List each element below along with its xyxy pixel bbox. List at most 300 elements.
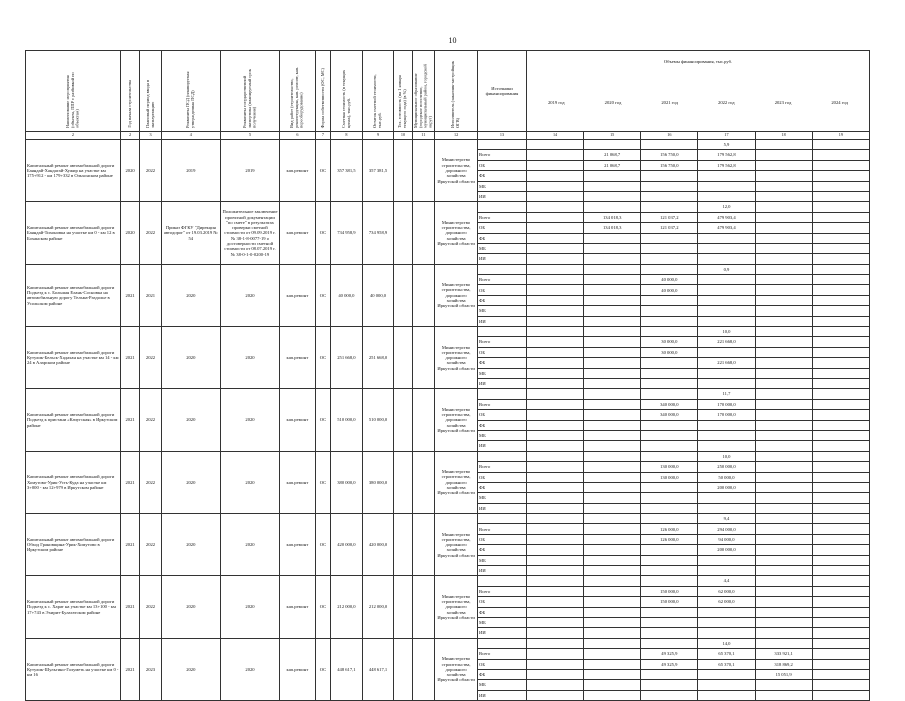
amount-cell <box>526 316 583 326</box>
header-c8: Форма собственности (ОС, МС) <box>315 51 330 132</box>
amount-cell <box>526 306 583 316</box>
amount-cell <box>641 690 698 700</box>
amount-cell <box>812 399 869 409</box>
object-tech-row <box>26 389 870 399</box>
amount-cell <box>526 607 583 617</box>
amount-cell <box>641 669 698 679</box>
amount-cell: 134 018,3 <box>584 223 641 233</box>
header-c13: Исполнитель (заказчик-застройщик ОГВ) <box>435 51 478 132</box>
amount-cell <box>526 420 583 430</box>
amount-cell: 126 000,0 <box>641 524 698 534</box>
amount-cell <box>526 555 583 565</box>
amount-cell <box>526 482 583 492</box>
tech-readiness-value <box>584 514 641 524</box>
header-c5: Реквизиты ПСД (планируемая утвержденная ПСД) <box>161 51 220 132</box>
amount-cell <box>755 181 812 191</box>
tech-readiness-value <box>755 451 812 461</box>
object-tech-row <box>26 451 870 461</box>
amount-cell: 250 000,0 <box>698 462 755 472</box>
source-label: ФБ <box>478 607 527 617</box>
amount-cell <box>812 462 869 472</box>
amount-cell <box>584 524 641 534</box>
ownership-form: ОС <box>315 140 330 202</box>
amount-cell <box>812 306 869 316</box>
object-tech-row <box>26 202 870 212</box>
amount-cell <box>812 378 869 388</box>
amount-cell <box>584 482 641 492</box>
amount-cell <box>641 493 698 503</box>
municipality <box>412 264 434 326</box>
amount-cell <box>526 150 583 160</box>
source-label: МБ <box>478 680 527 690</box>
amount-cell <box>812 223 869 233</box>
amount-cell <box>698 243 755 253</box>
amount-cell <box>698 680 755 690</box>
amount-cell <box>641 503 698 513</box>
amount-cell <box>584 285 641 295</box>
start-year: 2021 <box>120 389 139 451</box>
amount-cell <box>698 566 755 576</box>
source-label: ИИ <box>478 254 527 264</box>
amount-cell <box>584 171 641 181</box>
amount-cell: 170 000,0 <box>698 410 755 420</box>
amount-cell <box>812 586 869 596</box>
column-number: 6 <box>280 132 316 140</box>
source-label: ОБ <box>478 285 527 295</box>
tech-readiness-value: 14,0 <box>698 638 755 648</box>
header-c3: Год начала строительства <box>120 51 139 132</box>
commission-period: 2022 <box>140 576 161 638</box>
executor: Министерство строительства, дорожного хозяйства Иркутской области <box>435 514 478 576</box>
source-label: ОБ <box>478 410 527 420</box>
amount-cell <box>584 472 641 482</box>
amount-cell <box>698 628 755 638</box>
source-label: ФБ <box>478 482 527 492</box>
amount-cell <box>584 316 641 326</box>
amount-cell <box>698 368 755 378</box>
amount-cell <box>812 566 869 576</box>
amount-cell: 15 051,9 <box>755 669 812 679</box>
amount-cell <box>755 254 812 264</box>
tech-readiness-value <box>584 389 641 399</box>
municipality <box>412 327 434 389</box>
amount-cell: 40 000,0 <box>641 285 698 295</box>
amount-cell <box>526 160 583 170</box>
tech-readiness-value <box>812 202 869 212</box>
tech-readiness <box>394 638 412 700</box>
amount-cell <box>526 441 583 451</box>
municipality <box>412 202 434 264</box>
column-number: 3 <box>140 132 161 140</box>
estimated-cost: 448 617,1 <box>331 638 363 700</box>
amount-cell <box>584 233 641 243</box>
amount-cell <box>812 316 869 326</box>
object-name: Капитальный ремонт автомобильной дороги Баяндай-Хандагай-Хужир на участке км 175+912 - км 179+332 в Ольхонском районе <box>26 140 121 202</box>
amount-cell <box>526 690 583 700</box>
amount-cell <box>755 586 812 596</box>
source-blank <box>478 264 527 274</box>
amount-cell <box>698 607 755 617</box>
amount-cell <box>755 628 812 638</box>
amount-cell: 30 000,0 <box>641 337 698 347</box>
amount-cell <box>584 243 641 253</box>
ownership-form: ОС <box>315 389 330 451</box>
source-label: Всего <box>478 524 527 534</box>
start-year: 2021 <box>120 638 139 700</box>
amount-cell <box>812 482 869 492</box>
remaining-cost: 420 000,0 <box>362 514 394 576</box>
column-number: 2 <box>120 132 139 140</box>
amount-cell <box>641 378 698 388</box>
amount-cell <box>641 368 698 378</box>
amount-cell <box>584 306 641 316</box>
source-label: Всего <box>478 275 527 285</box>
amount-cell <box>584 191 641 201</box>
amount-cell <box>641 254 698 264</box>
amount-cell <box>812 669 869 679</box>
tech-readiness-value <box>526 389 583 399</box>
source-blank <box>478 140 527 150</box>
amount-cell <box>698 285 755 295</box>
amount-cell <box>755 285 812 295</box>
tech-readiness-value <box>584 327 641 337</box>
amount-cell: 49 325,9 <box>641 659 698 669</box>
amount-cell <box>641 628 698 638</box>
tech-readiness-value <box>812 576 869 586</box>
amount-cell: 340 000,0 <box>641 399 698 409</box>
amount-cell <box>812 420 869 430</box>
amount-cell <box>755 482 812 492</box>
tech-readiness <box>394 202 412 264</box>
amount-cell <box>755 233 812 243</box>
amount-cell <box>584 493 641 503</box>
amount-cell <box>812 524 869 534</box>
start-year: 2020 <box>120 140 139 202</box>
amount-cell <box>755 150 812 160</box>
amount-cell <box>812 607 869 617</box>
tech-readiness <box>394 514 412 576</box>
amount-cell <box>584 368 641 378</box>
amount-cell <box>698 669 755 679</box>
tech-readiness-value <box>812 514 869 524</box>
object-name: Капитальный ремонт автомобильной дороги Баяндай-Тихоновка на участке км 0 - км 12 в Боханском районе <box>26 202 121 264</box>
amount-cell <box>812 545 869 555</box>
tech-readiness-value <box>755 202 812 212</box>
remaining-cost: 380 000,0 <box>362 451 394 513</box>
source-label: МБ <box>478 181 527 191</box>
source-label: ОБ <box>478 472 527 482</box>
header-c10: Остаток сметной стоимости, тыс.руб. <box>362 51 394 132</box>
amount-cell <box>755 493 812 503</box>
commission-period: 2022 <box>140 202 161 264</box>
psd-details: 2020 <box>161 576 220 638</box>
object-name: Капитальный ремонт автомобильной дороги Обход Грановщина-Урик-Хомутово в Иркутском районе <box>26 514 121 576</box>
tech-readiness-value <box>755 264 812 274</box>
object-tech-row <box>26 576 870 586</box>
ownership-form: ОС <box>315 638 330 700</box>
tech-readiness <box>394 451 412 513</box>
start-year: 2021 <box>120 514 139 576</box>
amount-cell <box>755 524 812 534</box>
executor: Министерство строительства, дорожного хозяйства Иркутской области <box>435 451 478 513</box>
source-label: ОБ <box>478 223 527 233</box>
start-year: 2021 <box>120 451 139 513</box>
column-number: 4 <box>161 132 220 140</box>
amount-cell <box>526 680 583 690</box>
amount-cell: 150 000,0 <box>641 586 698 596</box>
amount-cell: 94 000,0 <box>698 534 755 544</box>
header-c11: Тех. готовность (на 1 января текущего года) (в %) <box>394 51 412 132</box>
amount-cell: 340 000,0 <box>641 410 698 420</box>
municipality <box>412 451 434 513</box>
amount-cell <box>755 191 812 201</box>
source-label: ИИ <box>478 191 527 201</box>
amount-cell <box>584 690 641 700</box>
amount-cell <box>698 617 755 627</box>
amount-cell <box>641 420 698 430</box>
tech-readiness-value <box>526 327 583 337</box>
amount-cell <box>641 566 698 576</box>
header-c9: Сметная стоимость (в текущих ценах), тыс.руб. <box>331 51 363 132</box>
amount-cell <box>755 555 812 565</box>
amount-cell <box>526 493 583 503</box>
amount-cell <box>526 669 583 679</box>
tech-readiness <box>394 389 412 451</box>
ownership-form: ОС <box>315 451 330 513</box>
amount-cell <box>641 306 698 316</box>
amount-cell <box>526 462 583 472</box>
amount-cell: 62 000,0 <box>698 597 755 607</box>
tech-readiness <box>394 327 412 389</box>
object-name: Капитальный ремонт автомобильной дороги Кутулик-Бельск-Хадахан на участке км 14 - км 24 в Аларском районе <box>26 327 121 389</box>
amount-cell <box>812 493 869 503</box>
source-blank <box>478 389 527 399</box>
estimated-cost: 212 000,0 <box>331 576 363 638</box>
amount-cell: 65 370,1 <box>698 649 755 659</box>
amount-cell: 156 750,0 <box>641 160 698 170</box>
amount-cell <box>698 181 755 191</box>
executor: Министерство строительства, дорожного хозяйства Иркутской области <box>435 638 478 700</box>
remaining-cost: 357 381,5 <box>362 140 394 202</box>
amount-cell <box>641 441 698 451</box>
source-label: Всего <box>478 212 527 222</box>
amount-cell: 318 869,2 <box>755 659 812 669</box>
register-table <box>25 50 870 701</box>
amount-cell: 126 000,0 <box>641 534 698 544</box>
object-name: Капитальный ремонт автомобильной дороги Хомутово-Урик-Усть-Куда на участке км 3+000 - км 12+979 в Иркутском районе <box>26 451 121 513</box>
expertise-details: 2020 <box>220 327 279 389</box>
amount-cell <box>812 410 869 420</box>
ownership-form: ОС <box>315 202 330 264</box>
amount-cell <box>526 566 583 576</box>
executor: Министерство строительства, дорожного хозяйства Иркутской области <box>435 202 478 264</box>
source-blank <box>478 451 527 461</box>
amount-cell <box>584 534 641 544</box>
remaining-cost: 212 000,0 <box>362 576 394 638</box>
amount-cell <box>812 368 869 378</box>
amount-cell: 179 562,8 <box>698 150 755 160</box>
amount-cell <box>812 690 869 700</box>
municipality <box>412 638 434 700</box>
tech-readiness-value <box>641 327 698 337</box>
tech-readiness-value <box>641 264 698 274</box>
source-label: МБ <box>478 243 527 253</box>
amount-cell <box>584 669 641 679</box>
column-number: 11 <box>412 132 434 140</box>
amount-cell <box>526 212 583 222</box>
amount-cell <box>812 617 869 627</box>
municipality <box>412 514 434 576</box>
amount-cell: 221 668,0 <box>698 358 755 368</box>
amount-cell <box>755 597 812 607</box>
ownership-form: ОС <box>315 514 330 576</box>
amount-cell <box>526 254 583 264</box>
header-c12: Муниципальное образование (городское поселение, муниципальный район, городской округ) <box>412 51 434 132</box>
year-2024: 2024 год <box>831 100 848 106</box>
amount-cell <box>812 347 869 357</box>
ownership-form: ОС <box>315 264 330 326</box>
amount-cell <box>641 295 698 305</box>
tech-readiness-value <box>526 576 583 586</box>
amount-cell <box>526 430 583 440</box>
source-label: ФБ <box>478 295 527 305</box>
source-label: ИИ <box>478 316 527 326</box>
amount-cell: 50 000,0 <box>698 472 755 482</box>
psd-details: 2020 <box>161 327 220 389</box>
year-2020: 2020 год <box>604 100 622 106</box>
amount-cell <box>755 399 812 409</box>
tech-readiness-value <box>641 140 698 150</box>
amount-cell <box>584 420 641 430</box>
source-label: МБ <box>478 306 527 316</box>
amount-cell <box>526 337 583 347</box>
tech-readiness <box>394 140 412 202</box>
object-tech-row <box>26 140 870 150</box>
tech-readiness-value: 4,4 <box>698 576 755 586</box>
source-label: МБ <box>478 430 527 440</box>
work-kind: кап.ремонт <box>280 514 316 576</box>
source-label: ФБ <box>478 545 527 555</box>
source-label: ФБ <box>478 171 527 181</box>
work-kind: кап.ремонт <box>280 389 316 451</box>
source-blank <box>478 202 527 212</box>
amount-cell <box>812 503 869 513</box>
work-kind: кап.ремонт <box>280 140 316 202</box>
tech-readiness-value: 11,7 <box>698 389 755 399</box>
amount-cell <box>526 347 583 357</box>
source-label: Всего <box>478 586 527 596</box>
work-kind: кап.ремонт <box>280 638 316 700</box>
remaining-cost: 734 958,9 <box>362 202 394 264</box>
amount-cell <box>755 275 812 285</box>
work-kind: кап.ремонт <box>280 202 316 264</box>
tech-readiness-value <box>755 327 812 337</box>
amount-cell <box>812 555 869 565</box>
estimated-cost: 251 668,0 <box>331 327 363 389</box>
amount-cell <box>812 472 869 482</box>
work-kind: кап.ремонт <box>280 327 316 389</box>
amount-cell <box>755 566 812 576</box>
tech-readiness-value: 10,0 <box>698 451 755 461</box>
amount-cell <box>641 191 698 201</box>
commission-period: 2022 <box>140 140 161 202</box>
amount-cell <box>755 617 812 627</box>
column-number: 19 <box>812 132 869 140</box>
amount-cell <box>584 295 641 305</box>
amount-cell: 62 000,0 <box>698 586 755 596</box>
tech-readiness <box>394 264 412 326</box>
amount-cell <box>812 659 869 669</box>
source-label: ОБ <box>478 347 527 357</box>
psd-details: 2020 <box>161 638 220 700</box>
source-blank <box>478 327 527 337</box>
tech-readiness-value <box>526 514 583 524</box>
commission-period: 2022 <box>140 451 161 513</box>
amount-cell: 294 000,0 <box>698 524 755 534</box>
source-label: ФБ <box>478 233 527 243</box>
amount-cell <box>641 243 698 253</box>
amount-cell <box>526 243 583 253</box>
header-financing-title: Объемы финансирования, тыс.руб. <box>663 59 733 64</box>
amount-cell: 40 000,0 <box>641 275 698 285</box>
amount-cell: 156 750,0 <box>641 150 698 160</box>
source-label: Всего <box>478 462 527 472</box>
amount-cell: 170 000,0 <box>698 399 755 409</box>
amount-cell: 150 000,0 <box>641 597 698 607</box>
amount-cell: 30 000,0 <box>641 347 698 357</box>
tech-readiness-value <box>755 140 812 150</box>
amount-cell <box>755 212 812 222</box>
column-number: 18 <box>755 132 812 140</box>
source-blank <box>478 576 527 586</box>
tech-readiness-value <box>526 264 583 274</box>
amount-cell <box>812 191 869 201</box>
source-label: Всего <box>478 399 527 409</box>
tech-readiness-value <box>755 514 812 524</box>
object-tech-row <box>26 514 870 524</box>
amount-cell <box>526 534 583 544</box>
amount-cell <box>584 503 641 513</box>
amount-cell: 121 037,2 <box>641 212 698 222</box>
source-label: Всего <box>478 337 527 347</box>
amount-cell <box>584 586 641 596</box>
amount-cell: 134 018,3 <box>584 212 641 222</box>
amount-cell <box>526 223 583 233</box>
amount-cell <box>526 586 583 596</box>
column-number: 17 <box>698 132 755 140</box>
amount-cell <box>755 358 812 368</box>
amount-cell <box>641 233 698 243</box>
amount-cell <box>698 191 755 201</box>
amount-cell <box>526 659 583 669</box>
source-label: ФБ <box>478 669 527 679</box>
amount-cell: 65 370,1 <box>698 659 755 669</box>
amount-cell <box>526 649 583 659</box>
amount-cell <box>584 358 641 368</box>
object-tech-row <box>26 327 870 337</box>
tech-readiness-value <box>755 576 812 586</box>
amount-cell <box>812 358 869 368</box>
executor: Министерство строительства, дорожного хозяйства Иркутской области <box>435 576 478 638</box>
object-name: Капитальный ремонт автомобильной дороги Кутулик-Шульгино-Голуметь на участке км 0 - км 16 <box>26 638 121 700</box>
amount-cell <box>812 160 869 170</box>
executor: Министерство строительства, дорожного хозяйства Иркутской области <box>435 327 478 389</box>
year-2023: 2023 год <box>774 100 792 106</box>
amount-cell <box>812 285 869 295</box>
amount-cell <box>584 347 641 357</box>
object-name: Капитальный ремонт автомобильной дороги Подъезд к с. Харат на участке км 13+100 - км 17+743 в Эхирит-Булагатском районе <box>26 576 121 638</box>
amount-cell: 130 000,0 <box>641 472 698 482</box>
